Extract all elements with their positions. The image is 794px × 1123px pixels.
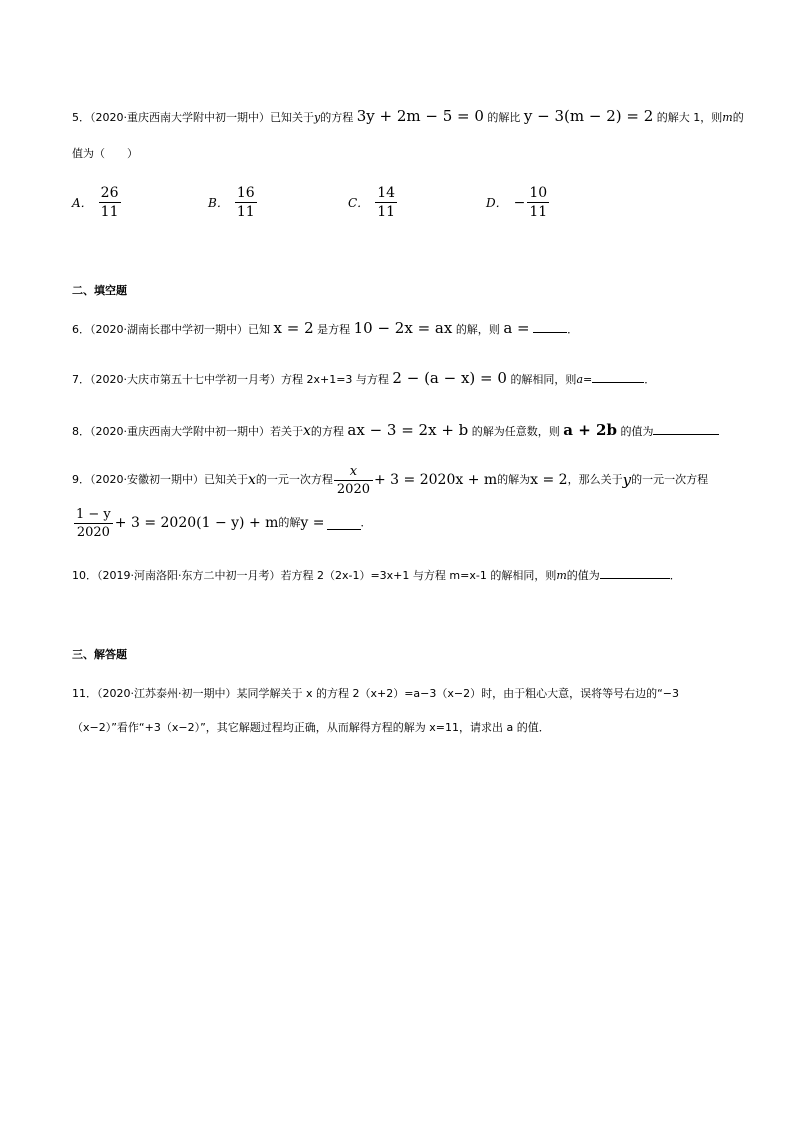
q7-answer-blank[interactable] bbox=[592, 370, 644, 383]
q7-eqsign: = bbox=[583, 373, 593, 386]
q5-mid2: 的解比 bbox=[487, 111, 521, 124]
q10-mid: 的解相同，则 bbox=[490, 569, 557, 582]
q7-equation: 2 − (a − x) = 0 bbox=[392, 369, 507, 387]
q6-suffix: ． bbox=[567, 323, 579, 336]
q9-var-y: y bbox=[622, 471, 632, 489]
question-6 bbox=[72, 320, 578, 338]
option-c-fraction bbox=[375, 184, 397, 221]
numerator: 16 bbox=[236, 185, 255, 201]
q5-equation-1: 3y + 2m − 5 = 0 bbox=[356, 107, 484, 125]
question-7 bbox=[72, 370, 655, 388]
q8-expression: a + 2b bbox=[563, 421, 617, 439]
q5-mid1: 的方程 bbox=[320, 111, 354, 124]
q6-mid: 是方程 bbox=[317, 323, 351, 336]
q5-prefix: 5．（2020·重庆西南大学附中初一期中）已知关于 bbox=[72, 111, 314, 124]
question-5-line-2: 值为（ ） bbox=[72, 147, 138, 160]
q10-equation: m=x-1 bbox=[449, 569, 487, 582]
q9-equation-3-rest: + 3 = 2020(1 − y) + m bbox=[114, 515, 279, 531]
q8-prefix: 8．（2020·重庆西南大学附中初一期中）若关于 bbox=[72, 425, 303, 438]
denominator: 11 bbox=[529, 204, 548, 220]
q5-equation-2: y − 3(m − 2) = 2 bbox=[523, 107, 654, 125]
q8-equation: ax − 3 = 2x + b bbox=[347, 421, 469, 439]
q9-mid2: 的解为 bbox=[497, 473, 531, 486]
option-b-label: B． bbox=[208, 196, 229, 210]
question-11-line-2: （x−2）”看作“+3（x−2）”，其它解题过程均正确，从而解得方程的解为 x=11，请求出 a 的值． bbox=[72, 721, 550, 734]
q9-mid4: 的解 bbox=[278, 516, 301, 529]
q6-mid2: 的解，则 bbox=[455, 323, 500, 336]
denominator: 2020 bbox=[334, 480, 373, 498]
q9-equation-2: x = 2 bbox=[530, 472, 568, 488]
option-a-fraction bbox=[99, 184, 121, 221]
q9-equation-1-rest: + 3 = 2020x + m bbox=[374, 472, 498, 488]
q6-equation-1: x = 2 bbox=[273, 319, 314, 337]
q8-mid: 的方程 bbox=[310, 425, 344, 438]
q10-end: ． bbox=[669, 569, 681, 582]
q10-answer-blank[interactable] bbox=[600, 566, 670, 579]
option-d-label: D． bbox=[486, 196, 508, 210]
question-10 bbox=[72, 566, 681, 584]
q6-equation-2: 10 − 2x = ax bbox=[353, 319, 453, 337]
q9-prefix: 9．（2020·安徽初一期中）已知关于 bbox=[72, 473, 248, 486]
question-11-line-1: 11．（2020·江苏泰州·初一期中）某同学解关于 x 的方程 2（x+2）=a−3（x−2）时，由于粗心大意，误将等号右边的“−3 bbox=[72, 687, 680, 700]
option-a-label: A． bbox=[72, 196, 93, 210]
q8-var-x: x bbox=[303, 423, 311, 439]
question-9-line-1 bbox=[72, 462, 708, 498]
option-d-fraction bbox=[527, 184, 549, 221]
q9-mid3: ，那么关于 bbox=[567, 473, 623, 486]
q9-answer-blank[interactable] bbox=[327, 517, 361, 530]
q7-mid: 的解相同，则 bbox=[510, 373, 577, 386]
q9-suffix: ． bbox=[360, 516, 372, 529]
q10-suffix: 的值为 bbox=[566, 569, 600, 582]
option-c-label: C． bbox=[348, 196, 370, 210]
q7-prefix: 7．（2020·大庆市第五十七中学初一月考）方程 2x+1=3 与方程 bbox=[72, 373, 389, 386]
numerator: 10 bbox=[529, 185, 548, 201]
q5-option-d[interactable] bbox=[486, 184, 549, 221]
section-heading-answer: 三、解答题 bbox=[72, 648, 127, 661]
question-5-line-1 bbox=[72, 108, 744, 126]
q8-answer-blank[interactable] bbox=[653, 422, 719, 435]
denominator: 11 bbox=[100, 204, 119, 220]
option-d-sign: − bbox=[513, 194, 526, 211]
q6-answer-blank[interactable] bbox=[533, 320, 567, 333]
q5-option-c[interactable] bbox=[348, 184, 397, 221]
q9-mid1: 的一元一次方程 bbox=[255, 473, 333, 486]
q8-mid2: 的解为任意数，则 bbox=[471, 425, 560, 438]
q9-var-x: x bbox=[248, 472, 256, 488]
question-9-line-2 bbox=[72, 504, 372, 542]
q7-var-a: a bbox=[576, 373, 583, 386]
q5-var-y: y bbox=[314, 111, 321, 124]
numerator: x bbox=[349, 463, 358, 479]
q7-suffix: ． bbox=[644, 373, 656, 386]
q10-prefix: 10．（2019·河南洛阳·东方二中初一月考）若方程 2（2x-1）=3x+1 与方程 bbox=[72, 569, 446, 582]
q10-var-m: m bbox=[556, 569, 567, 582]
question-8 bbox=[72, 422, 719, 440]
q5-mid3: 的解大 1，则 bbox=[656, 111, 723, 124]
q9-suffix1: 的一元一次方程 bbox=[631, 473, 709, 486]
q9-fraction-2 bbox=[73, 506, 114, 541]
option-b-fraction bbox=[235, 184, 257, 221]
q9-fraction-1 bbox=[334, 463, 373, 498]
q9-equation-4: y = bbox=[300, 515, 325, 531]
q5-suffix: 的 bbox=[732, 111, 744, 124]
q6-prefix: 6．（2020·湖南长郡中学初一期中）已知 bbox=[72, 323, 270, 336]
numerator: 14 bbox=[377, 185, 396, 201]
numerator: 1 − y bbox=[76, 506, 111, 522]
q8-suffix: 的值为 bbox=[620, 425, 654, 438]
q5-option-a[interactable] bbox=[72, 184, 121, 221]
denominator: 11 bbox=[236, 204, 255, 220]
section-heading-fill-in: 二、填空题 bbox=[72, 284, 127, 297]
q5-var-m: m bbox=[722, 111, 733, 124]
denominator: 2020 bbox=[74, 523, 113, 541]
q6-equation-3: a = bbox=[503, 319, 530, 337]
numerator: 26 bbox=[100, 185, 119, 201]
denominator: 11 bbox=[377, 204, 396, 220]
q5-option-b[interactable] bbox=[208, 184, 257, 221]
